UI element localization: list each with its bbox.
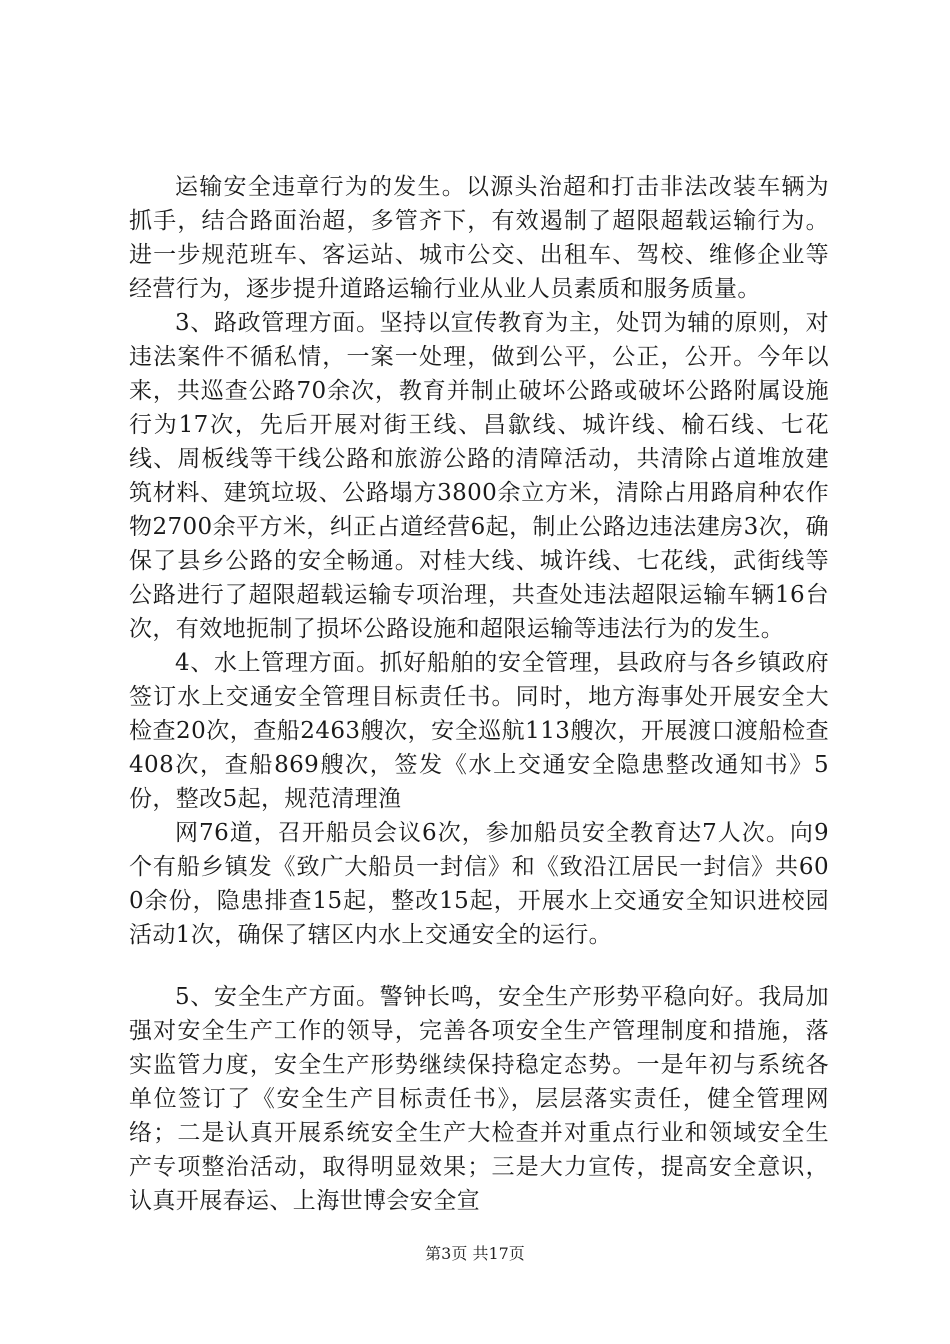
paragraph-production-safety: 5、安全生产方面。警钟长鸣，安全生产形势平稳向好。我局加强对安全生产工作的领导，完善各项安全生产管理制度和措施，落实监管力度，安全生产形势继续保持稳定态势。一是年初与系统各单位签订了《安全生产目标责任书》，层层落实责任，健全管理网络；二是认真开展系统安全生产大检查并对重点行业和领域安全生产专项整治活动，取得明显效果；三是大力宣传，提高安全意识，认真开展春运、上海世博会安全宣	[129, 984, 829, 1214]
paragraph-road-administration: 3、路政管理方面。坚持以宣传教育为主，处罚为辅的原则，对违法案件不循私情，一案一处理，做到公平，公正，公开。今年以来，共巡查公路70余次，教育并制止破坏公路或破坏公路附属设施行为17次，先后开展对街王线、昌歙线、城许线、榆石线、七花线、周板线等干线公路和旅游公路的清障活动，共清除占道堆放建筑材料、建筑垃圾、公路塌方3800余立方米，清除占用路肩种农作物2700余平方米，纠正占道经营6起，制止公路边违法建房3次，确保了县乡公路的安全畅通。对桂大线、城许线、七花线，武街线等公路进行了超限超载运输专项治理，共查处违法超限运输车辆16台次，有效地扼制了损坏公路设施和超限运输等违法行为的发生。	[129, 310, 829, 642]
paragraph-road-transport-continued: 运输安全违章行为的发生。以源头治超和打击非法改装车辆为抓手，结合路面治超，多管齐下，有效遏制了超限超载运输行为。进一步规范班车、客运站、城市公交、出租车、驾校、维修企业等经营行为，逐步提升道路运输行业从业人员素质和服务质量。	[129, 174, 829, 302]
paragraph-spacer	[129, 952, 829, 980]
paragraph-water-management: 4、水上管理方面。抓好船舶的安全管理，县政府与各乡镇政府签订水上交通安全管理目标责任书。同时，地方海事处开展安全大检查20次，查船2463艘次，安全巡航113艘次，开展渡口渡船检查408次，查船869艘次，签发《水上交通安全隐患整改通知书》5份，整改5起，规范清理渔	[129, 650, 829, 812]
paragraph-water-management-continued: 网76道，召开船员会议6次，参加船员安全教育达7人次。向9个有船乡镇发《致广大船员一封信》和《致沿江居民一封信》共600余份，隐患排查15起，整改15起，开展水上交通安全知识进校园活动1次，确保了辖区内水上交通安全的运行。	[129, 820, 829, 948]
page-footer: 第3页 共17页	[425, 1244, 525, 1263]
document-body	[129, 170, 829, 1218]
